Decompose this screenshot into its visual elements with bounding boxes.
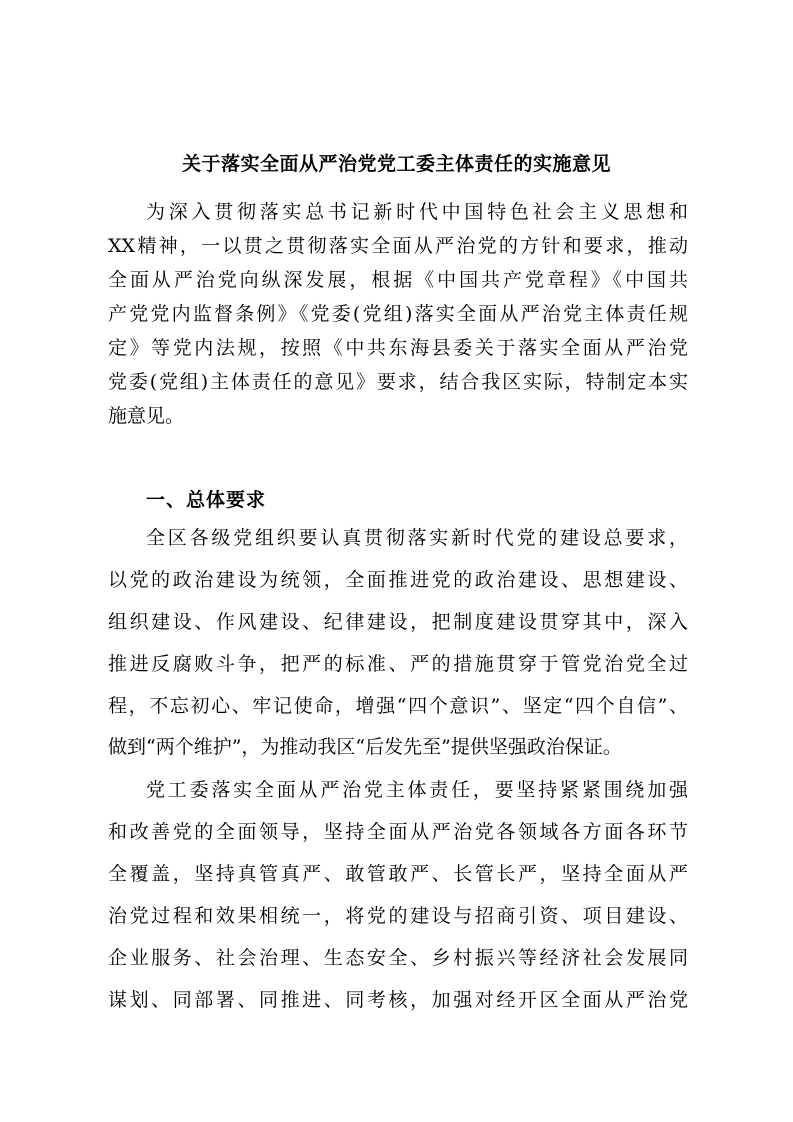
paragraph-3-line: 全覆盖，坚持真管真严、敢管敢严、长管长严，坚持全面从严 xyxy=(108,863,688,885)
paragraph-2-line: 全区各级党组织要认真贯彻落实新时代党的建设总要求， xyxy=(146,527,688,549)
paragraph-1-line: 全面从严治党向纵深发展，根据《中国共产党章程》《中国共 xyxy=(108,269,688,291)
paragraph-2-line: 做到“两个维护”，为推动我区“后发先至”提供坚强政治保证。 xyxy=(108,736,622,758)
paragraph-1-line: 党委(党组)主体责任的意见》要求，结合我区实际，特制定本实 xyxy=(108,371,688,393)
paragraph-3-line: 企业服务、社会治理、生态安全、乡村振兴等经济社会发展同 xyxy=(108,947,688,969)
paragraph-1-line: 为深入贯彻落实总书记新时代中国特色社会主义思想和 xyxy=(146,201,688,223)
paragraph-3-line: 谋划、同部署、同推进、同考核，加强对经开区全面从严治党 xyxy=(108,989,688,1011)
paragraph-3-line: 党工委落实全面从严治党主体责任，要坚持紧紧围绕加强 xyxy=(146,779,688,801)
paragraph-1-line: 施意见。 xyxy=(108,405,185,427)
paragraph-1-line: 定》等党内法规，按照《中共东海县委关于落实全面从严治党 xyxy=(108,337,688,359)
paragraph-2-line: 推进反腐败斗争，把严的标准、严的措施贯穿于管党治党全过 xyxy=(108,653,688,675)
paragraph-1-line: 产党党内监督条例》《党委(党组)落实全面从严治党主体责任规 xyxy=(108,303,688,325)
paragraph-2-line: 程，不忘初心、牢记使命，增强“四个意识”、坚定“四个自信”、 xyxy=(108,695,688,717)
document-title: 关于落实全面从严治党党工委主体责任的实施意见 xyxy=(181,153,611,175)
section-heading-general-requirements: 一、总体要求 xyxy=(146,489,267,511)
paragraph-2-line: 以党的政治建设为统领，全面推进党的政治建设、思想建设、 xyxy=(108,569,688,591)
paragraph-2-line: 组织建设、作风建设、纪律建设，把制度建设贯穿其中，深入 xyxy=(108,611,688,633)
paragraph-3-line: 和改善党的全面领导，坚持全面从严治党各领域各方面各环节 xyxy=(108,821,688,843)
paragraph-1-line: XX精神，一以贯之贯彻落实全面从严治党的方针和要求，推动 xyxy=(108,235,688,257)
paragraph-3-line: 治党过程和效果相统一，将党的建设与招商引资、项目建设、 xyxy=(108,905,688,927)
